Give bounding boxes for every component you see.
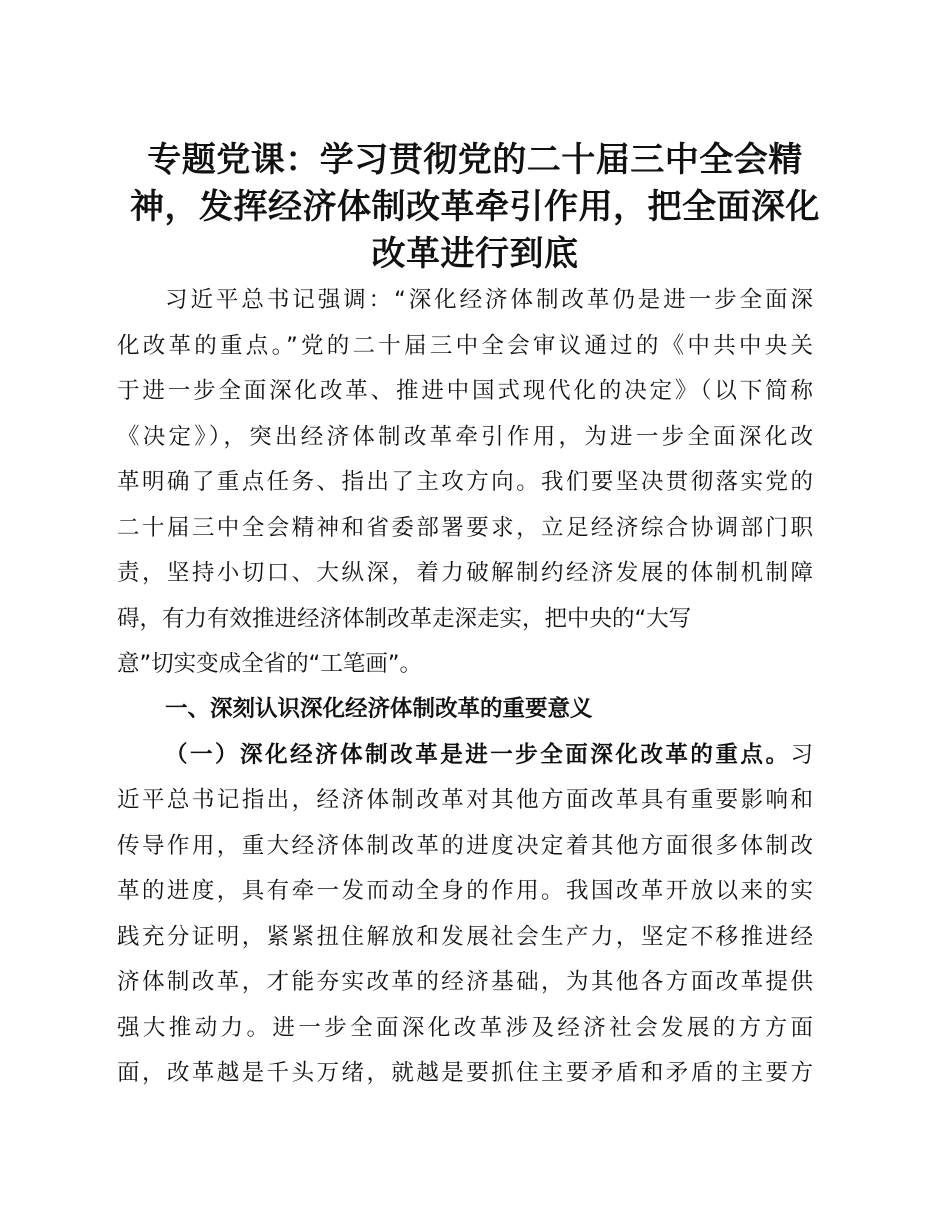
- subsection-paragraph-line: 济体制改革，才能夯实改革的经济基础，为其他各方面改革提供: [117, 969, 813, 995]
- subsection-paragraph-line: 革的进度，具有牵一发而动全身的作用。我国改革开放以来的实: [117, 878, 813, 904]
- intro-paragraph-line: 《决定》），突出经济体制改革牵引作用，为进一步全面深化改: [117, 424, 813, 450]
- document-title: [115, 137, 835, 278]
- title-line: 专题党课：学习贯彻党的二十届三中全会精: [147, 140, 803, 180]
- subsection-paragraph-line: 近平总书记指出，经济体制改革对其他方面改革具有重要影响和: [117, 787, 813, 813]
- intro-paragraph-line: 二十届三中全会精神和省委部署要求，立足经济综合协调部门职: [117, 515, 813, 541]
- subsection-text: 习: [790, 742, 813, 768]
- title-line: 神，发挥经济体制改革牵引作用，把全面深化: [130, 187, 820, 227]
- subsection-paragraph-line: 强大推动力。进一步全面深化改革涉及经济社会发展的方方面: [117, 1015, 813, 1041]
- subsection-heading: （一）深化经济体制改革是进一步全面深化改革的重点。: [165, 742, 791, 768]
- intro-paragraph-line: 于进一步全面深化改革、推进中国式现代化的决定》（以下简称: [117, 378, 813, 404]
- intro-paragraph-line: 意”切实变成全省的“工笔画”。: [117, 651, 422, 677]
- subsection-first-line: [165, 735, 813, 775]
- intro-paragraph-line: 责，坚持小切口、大纵深，着力破解制约经济发展的体制机制障: [117, 560, 813, 586]
- intro-paragraph-line: 习近平总书记强调：“深化经济体制改革仍是进一步全面深: [165, 287, 813, 313]
- subsection-paragraph-line: 践充分证明，紧紧扭住解放和发展社会生产力，坚定不移推进经: [117, 924, 813, 950]
- intro-paragraph-line: 碍，有力有效推进经济体制改革走深走实，把中央的“大写: [117, 606, 692, 632]
- intro-paragraph-line: 化改革的重点。”党的二十届三中全会审议通过的《中共中央关: [117, 333, 813, 359]
- section-heading: 一、深刻认识深化经济体制改革的重要意义: [165, 696, 593, 722]
- subsection-paragraph-line: 传导作用，重大经济体制改革的进度决定着其他方面很多体制改: [117, 833, 813, 859]
- intro-paragraph-line: 革明确了重点任务、指出了主攻方向。我们要坚决贯彻落实党的: [117, 469, 813, 495]
- subsection-paragraph-line: 面，改革越是千头万绪，就越是要抓住主要矛盾和矛盾的主要方: [117, 1060, 813, 1086]
- title-line: 改革进行到底: [371, 234, 579, 274]
